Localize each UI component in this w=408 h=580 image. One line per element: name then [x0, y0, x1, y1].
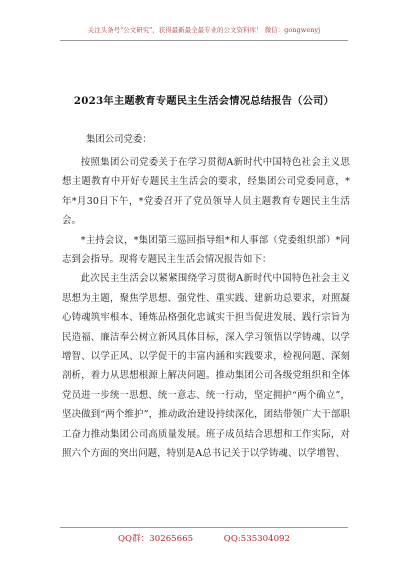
document-title: 2023年主题教育专题民主生活会情况总结报告（公司） — [73, 95, 335, 107]
document-body — [62, 153, 350, 464]
paragraph: 按照集团公司党委关于在学习贯彻A新时代中国特色社会主义思想主题教育中开好专题民主生活会的要求，经集团公司党委同意，*年*月30日下午，*党委召开了党员领导人员主题教育专题民主生活会。 — [62, 157, 350, 227]
qq-group-number: QQ群：30265665 — [118, 534, 194, 544]
paragraph: 此次民主生活会以紧紧围绕学习贯彻A新时代中国特色社会主义思想为主题，聚焦学思想、强党性、重实践、建新功总要求，对照凝心铸魂筑牢根本、锤炼品格强化忠诚实干担当促进发展、践行宗旨为民造福、廉洁奉公树立新风具体目标，深入学习领悟以学铸魂、以学增智、以学正风、以学促干的丰富内涵和实践要求，检视问题、深刻剖析，着力从思想根源上解决问题。推动集团公司各级党组织和全体党员进一步统一思想、统一意志、统一行动，坚定拥护“两个确立”，坚决做到“两个维护”，推动政治建设持续深化，团结带领广大干部职工奋力推动集团公司高质量发展。班子成员结合思想和工作实际，对照六个方面的突出问题，特别是A总书记关于以学铸魂、以学增智、 — [62, 273, 350, 460]
header-divider — [60, 40, 348, 41]
footer-divider — [60, 527, 348, 528]
paragraph: *主持会议，*集团第三巡回指导组*和人事部（党委组织部）*同志到会指导。现将专题民主生活会情况报告如下： — [62, 234, 350, 266]
salutation: 集团公司党委： — [86, 134, 152, 145]
qq-number: QQ:535304092 — [223, 534, 290, 544]
header-note: 关注头条号"公文研究"，获得最新最全最专业的公文资料库！ 微信：gongwenyj — [87, 26, 321, 34]
footer-contact — [0, 532, 408, 544]
